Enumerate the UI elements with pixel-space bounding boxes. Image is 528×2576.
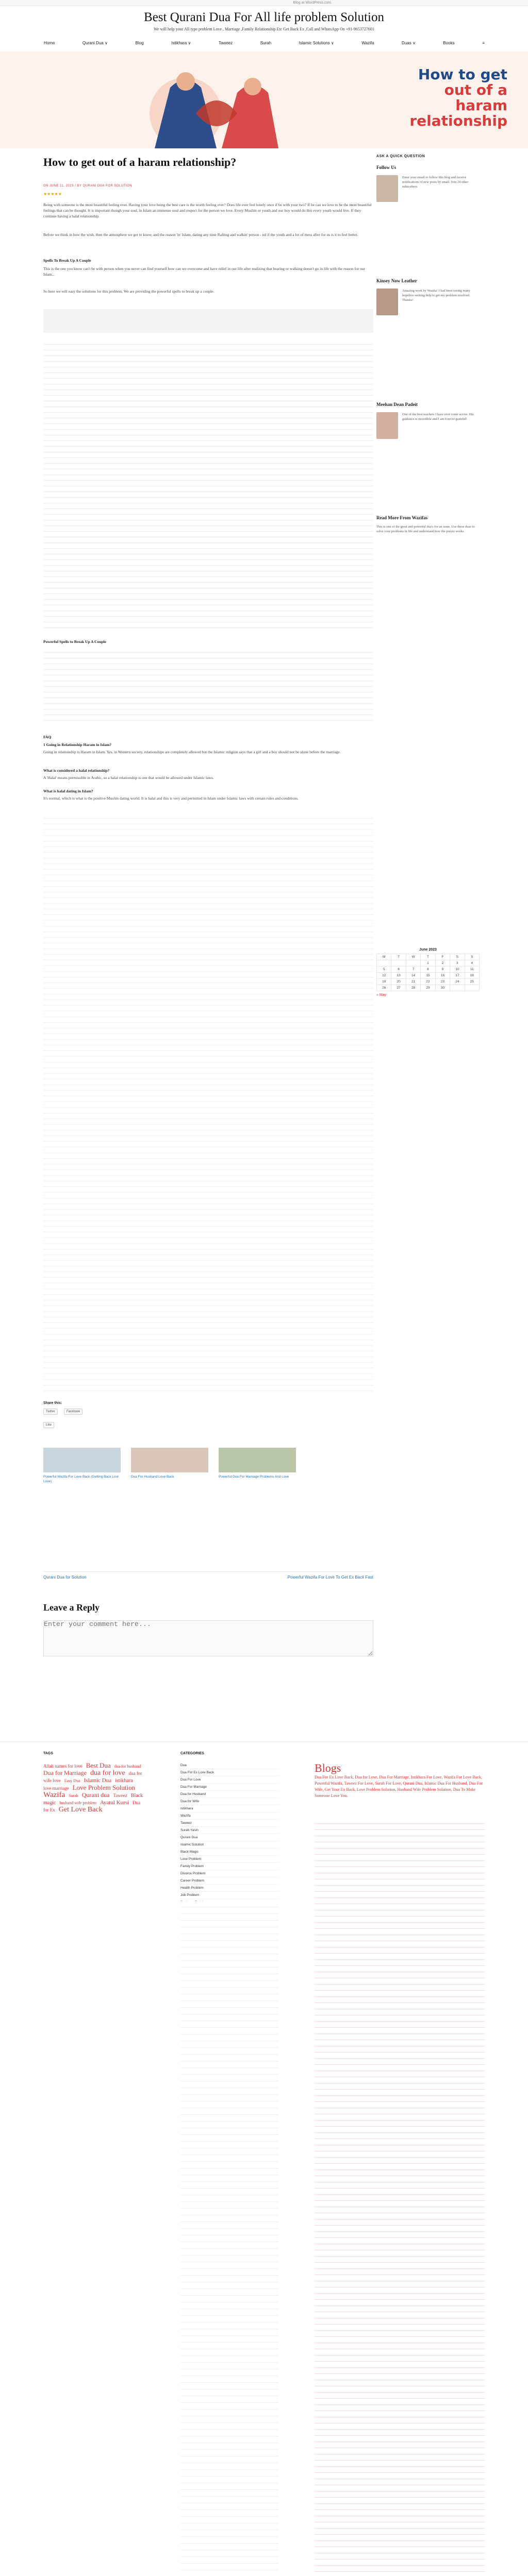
hero-line-2: out of a bbox=[444, 81, 507, 98]
calendar-cell: 1 bbox=[421, 960, 435, 967]
comment-input[interactable] bbox=[43, 1620, 373, 1656]
rating-stars[interactable]: ★★★★★ bbox=[43, 192, 62, 196]
nav-item-books[interactable]: Books bbox=[443, 40, 455, 45]
nav-item-qurani-dua[interactable]: Qurani Dua ∨ bbox=[82, 40, 108, 45]
avatar bbox=[376, 412, 398, 439]
related-thumbnail[interactable] bbox=[131, 1448, 208, 1472]
tag-link[interactable]: Dua for Ex bbox=[43, 1800, 141, 1812]
category-item[interactable]: Love Problem bbox=[180, 1856, 278, 1863]
calendar-cell: 14 bbox=[406, 973, 420, 979]
calendar-cell: 29 bbox=[421, 985, 435, 991]
category-item[interactable]: Black Magic bbox=[180, 1849, 278, 1856]
menu-icon[interactable]: ≡ bbox=[482, 40, 485, 45]
share-facebook-button[interactable]: Facebook bbox=[64, 1409, 82, 1415]
tag-link[interactable]: istikhara bbox=[115, 1778, 133, 1784]
category-item[interactable]: Dua bbox=[180, 1762, 278, 1769]
category-item[interactable]: Istikhara bbox=[180, 1805, 278, 1812]
avatar bbox=[376, 175, 398, 202]
comment-heading: Leave a Reply bbox=[43, 1602, 100, 1613]
follow-heading: Follow Us bbox=[376, 165, 397, 170]
tag-link[interactable]: Best Dua bbox=[86, 1761, 111, 1769]
calendar-cell: 10 bbox=[450, 967, 465, 973]
calendar-cell: 13 bbox=[391, 973, 406, 979]
related-title[interactable]: Dua For Husband Love Back bbox=[131, 1475, 174, 1479]
nav-item-taweez[interactable]: Taweez bbox=[218, 40, 233, 45]
calendar-cell: 23 bbox=[435, 979, 450, 985]
post-navigation bbox=[43, 1571, 373, 1580]
body-text-lines bbox=[43, 814, 373, 1391]
nav-item-surah[interactable]: Surah bbox=[260, 40, 272, 45]
avatar bbox=[376, 289, 398, 315]
calendar-cell: 25 bbox=[465, 979, 479, 985]
calendar-cell: 27 bbox=[391, 985, 406, 991]
post-meta[interactable]: ON JUNE 11, 2023 / BY QURANI DUA FOR SOLUTION bbox=[43, 184, 132, 188]
category-list bbox=[180, 1762, 278, 1906]
paragraph: Being with someone is the most beautiful feeling ever. Having your love being the best care is the worth feeling ever? Does life ever feel lonely once if be with your two? If be can we love to be the most beautiful feelings that can be thought. It is important though your soul, in Islam an immense soul and respect for the person we love. Every Muslim or youth and our boy would do this every youth would live. If they continue having a halal relationship. bbox=[43, 202, 372, 218]
category-item[interactable]: Dua for Husband bbox=[180, 1791, 278, 1798]
paragraph: Before we think in how the wish, then the atmosphere we get to know, and the reason 'in' Islam, dating any time Rafting and walkin' person - nd if the youth and a lot of mess after for us is it to feel better. bbox=[43, 232, 358, 237]
primary-nav bbox=[44, 37, 485, 48]
hero-line-4: relationship bbox=[409, 112, 507, 129]
hero-title bbox=[389, 67, 507, 129]
calendar-cell: 15 bbox=[421, 973, 435, 979]
category-item[interactable]: Surah Yasin bbox=[180, 1827, 278, 1834]
read-more-heading: Read More From Wazifas bbox=[376, 515, 428, 520]
tag-link[interactable]: Dua for Marriage bbox=[43, 1769, 87, 1776]
related-title[interactable]: Powerful Wazifa For Love Back (Getting Back Lost Love) bbox=[43, 1475, 119, 1483]
tag-link[interactable]: Wazifa bbox=[43, 1791, 65, 1799]
calendar-cell: 6 bbox=[391, 967, 406, 973]
tag-link[interactable]: Get Love Back bbox=[58, 1806, 103, 1814]
related-thumbnail[interactable] bbox=[219, 1448, 296, 1472]
category-item[interactable]: Job Problem bbox=[180, 1892, 278, 1899]
calendar-cell bbox=[391, 960, 406, 967]
category-item[interactable]: Career Problem bbox=[180, 1877, 278, 1885]
testimonial-text: One of the best teachers I have ever come across. His guidance is incredible and I am forever grateful! bbox=[402, 413, 474, 421]
category-item[interactable]: Divorce Problem bbox=[180, 1870, 278, 1877]
sidebar-heading: ASK A QUICK QUESTION bbox=[376, 155, 425, 158]
calendar-cell: 5 bbox=[377, 967, 391, 973]
calendar-cell: 3 bbox=[450, 960, 465, 967]
nav-item-islamic-solutions[interactable]: Islamic Solutions ∨ bbox=[299, 40, 334, 45]
calendar-day-header: S bbox=[450, 954, 465, 960]
follow-text: Enter your email to follow this blog and receive notifications of new posts by email. Join 24 other subscribers bbox=[402, 176, 469, 189]
tag-link[interactable]: dua for wife love bbox=[43, 1771, 142, 1783]
section-heading: Spells To Break Up A Couple bbox=[43, 258, 91, 263]
calendar-table bbox=[376, 954, 480, 991]
tag-link[interactable]: dua for husband bbox=[114, 1764, 141, 1769]
category-item[interactable]: Dua For Ex Love Back bbox=[180, 1769, 278, 1776]
category-item[interactable]: Family Problem bbox=[180, 1863, 278, 1870]
testimonial-name: Meehan Dean Padeit bbox=[376, 402, 418, 407]
paragraph: This is the one you know can't be with person when you never can find yourself how can we overcome and have relief in our life after realizing that bearing or walking doesn't go in life with the reason for our Islam... bbox=[43, 266, 366, 277]
like-button[interactable]: Like bbox=[43, 1422, 54, 1428]
testimonial-text: Amazing work by Wazifa! I had been seeing many hopeless seeking help to get my problem resolved. Thanks! bbox=[402, 289, 470, 302]
share-twitter-button[interactable]: Twitter bbox=[43, 1409, 58, 1415]
calendar-cell bbox=[465, 985, 479, 991]
site-description: We will help your All type problem Love , Marriage ,Family Relationship Etc Get Back Ex ,Call and WhatsApp On +91-9653727601 bbox=[154, 27, 374, 31]
wordpress-link[interactable]: Blog at WordPress.com. bbox=[293, 1, 332, 5]
related-thumbnail[interactable] bbox=[43, 1448, 121, 1472]
blogs-links-continued bbox=[315, 1819, 485, 2576]
testimonial-name: Kinsey Now Leather bbox=[376, 278, 417, 283]
tag-cloud bbox=[43, 1762, 144, 1814]
calendar-cell: 2 bbox=[435, 960, 450, 967]
tag-link[interactable]: husband wife problem bbox=[59, 1801, 96, 1805]
calendar-day-header: M bbox=[377, 954, 391, 960]
related-title[interactable]: Powerful Dua For Marriage Problems And Love bbox=[219, 1475, 289, 1479]
calendar-cell: 30 bbox=[435, 985, 450, 991]
tags-heading: TAGS bbox=[43, 1752, 53, 1755]
tag-link[interactable]: Qurani dua bbox=[81, 1791, 110, 1799]
faq-question: What is considered a halal relationship? bbox=[43, 768, 110, 773]
calendar-cell: 18 bbox=[465, 973, 479, 979]
nav-item-istikhara[interactable]: Istikhara ∨ bbox=[171, 40, 191, 45]
calendar-cell: 26 bbox=[377, 985, 391, 991]
category-item[interactable]: Dua For Love bbox=[180, 1776, 278, 1784]
calendar-cell: 22 bbox=[421, 979, 435, 985]
calendar-cell: 11 bbox=[465, 967, 479, 973]
body-text-lines bbox=[43, 340, 373, 629]
tag-link[interactable]: Islamic Dua bbox=[84, 1777, 112, 1784]
calendar-cell: 28 bbox=[406, 985, 420, 991]
faq-answer: A 'Halal' means permissible in Arabic, so a halal relationship is one that would be allowed under Islamic laws. bbox=[43, 775, 214, 780]
related-post[interactable] bbox=[219, 1448, 296, 1479]
section-heading: Powerful Spells to Break Up A Couple bbox=[43, 639, 106, 644]
body-text-lines bbox=[43, 648, 373, 725]
calendar-cell bbox=[406, 960, 420, 967]
tag-link[interactable]: dua for love bbox=[90, 1769, 125, 1777]
nav-item-duas[interactable]: Duas ∨ bbox=[402, 40, 416, 45]
tag-link[interactable]: love marriage bbox=[43, 1786, 69, 1791]
category-item[interactable]: Dua for Wife bbox=[180, 1798, 278, 1805]
calendar-cell: 24 bbox=[450, 979, 465, 985]
calendar-day-header: W bbox=[406, 954, 420, 960]
tag-link[interactable]: Ayatul Kursi bbox=[100, 1800, 129, 1806]
calendar-cell: 19 bbox=[377, 979, 391, 985]
tag-link[interactable]: Allah names for love bbox=[43, 1764, 82, 1769]
calendar-day-header: F bbox=[435, 954, 450, 960]
site-title[interactable]: Best Qurani Dua For All life problem Solution bbox=[144, 10, 384, 24]
prev-post-link[interactable]: Qurani Dua for Solution bbox=[43, 1575, 87, 1580]
category-item[interactable]: Islamic Solution bbox=[180, 1841, 278, 1849]
calendar-day-header: T bbox=[421, 954, 435, 960]
category-list-continued bbox=[180, 1901, 278, 2576]
calendar-cell: 4 bbox=[465, 960, 479, 967]
faq-answer: Going in relationship is Haram in Islam. Yes, in Western society, relationships are completely allowed but the Islamic religion says that a girl and a boy should not be alone before the marriage. bbox=[43, 750, 341, 754]
nav-item-blog[interactable]: Blog bbox=[135, 40, 144, 45]
faq-question: 1 Going in Relationship Haram in Islam? bbox=[43, 742, 112, 747]
related-post[interactable] bbox=[131, 1448, 208, 1479]
calendar-day-header: T bbox=[391, 954, 406, 960]
calendar-cell: 21 bbox=[406, 979, 420, 985]
calendar-cell: 17 bbox=[450, 973, 465, 979]
category-item[interactable]: Wazifa bbox=[180, 1812, 278, 1820]
category-item[interactable]: Qurani Dua bbox=[180, 1834, 278, 1841]
blogs-widget bbox=[315, 1762, 485, 1799]
tag-link[interactable]: Surah bbox=[69, 1793, 78, 1798]
featured-image bbox=[0, 52, 528, 148]
read-more-text: This is one of the great and powerful dua's for an issue. Use these duas to solve your problems in life and understand how the prayer works. bbox=[376, 525, 475, 533]
share-heading: Share this: bbox=[43, 1401, 62, 1405]
calendar-cell: 12 bbox=[377, 973, 391, 979]
calendar-cell: 16 bbox=[435, 973, 450, 979]
faq-answer: It's normal, which is what is the positive Muslim dating world. It is halal and this is very and permitted in Islam under Islamic laws with certain rules and conditions. bbox=[43, 796, 299, 801]
related-post[interactable] bbox=[43, 1448, 121, 1484]
tag-link[interactable]: Black magic bbox=[43, 1793, 143, 1806]
calendar-cell: 8 bbox=[421, 967, 435, 973]
calendar-day-header: S bbox=[465, 954, 479, 960]
code-block bbox=[43, 309, 373, 333]
paragraph: So here we will easy the solutions for this problem, We are providing the powerful spells to break up a couple. bbox=[43, 289, 214, 294]
post-title: How to get out of a haram relationship? bbox=[43, 156, 237, 168]
calendar-cell bbox=[450, 985, 465, 991]
calendar-cell bbox=[377, 960, 391, 967]
category-item[interactable]: Taweez bbox=[180, 1820, 278, 1827]
nav-item-home[interactable]: Home bbox=[44, 40, 55, 45]
blogs-heading: Blogs bbox=[315, 1761, 341, 1774]
categories-heading: CATEGORIES bbox=[180, 1752, 204, 1755]
calendar-caption: June 2023 bbox=[419, 948, 437, 952]
category-item[interactable]: Health Problem bbox=[180, 1885, 278, 1892]
calendar-cell: 7 bbox=[406, 967, 420, 973]
hero-line-3: haram bbox=[455, 97, 507, 114]
calendar-cell: 9 bbox=[435, 967, 450, 973]
category-item[interactable]: Dua For Marriage bbox=[180, 1784, 278, 1791]
faq-heading: FAQ bbox=[43, 735, 52, 739]
calendar-prev-link[interactable]: « May bbox=[376, 993, 387, 997]
hero-line-1: How to get bbox=[418, 66, 507, 83]
tag-link[interactable]: Taweez bbox=[113, 1793, 127, 1798]
admin-bar bbox=[0, 0, 528, 6]
faq-question: What is halal dating in Islam? bbox=[43, 789, 93, 793]
tag-link[interactable]: Love Problem Solution bbox=[72, 1784, 136, 1791]
blogs-links[interactable]: Dua For Ex Love Back, Dua for Love, Dua For Marriage, Istikhara For Love, Wazifa For Love Back, Powerful Wazifa, Taweez For Love, Surah For Love, Qurani Dua, Islamic Dua For Husband, Dua For Wife, Get Your Ex Back, Love Problem Solution, Husband Wife Problem Solution, Dua To Make Someone Love You. bbox=[315, 1775, 483, 1798]
tag-link[interactable]: Easy Dua bbox=[64, 1778, 80, 1783]
calendar-cell: 20 bbox=[391, 979, 406, 985]
nav-item-wazifa[interactable]: Wazifa bbox=[361, 40, 374, 45]
calendar-widget bbox=[376, 948, 480, 997]
next-post-link[interactable]: Powerful Wazifa For Love To Get Ex Back Fast bbox=[287, 1575, 373, 1580]
